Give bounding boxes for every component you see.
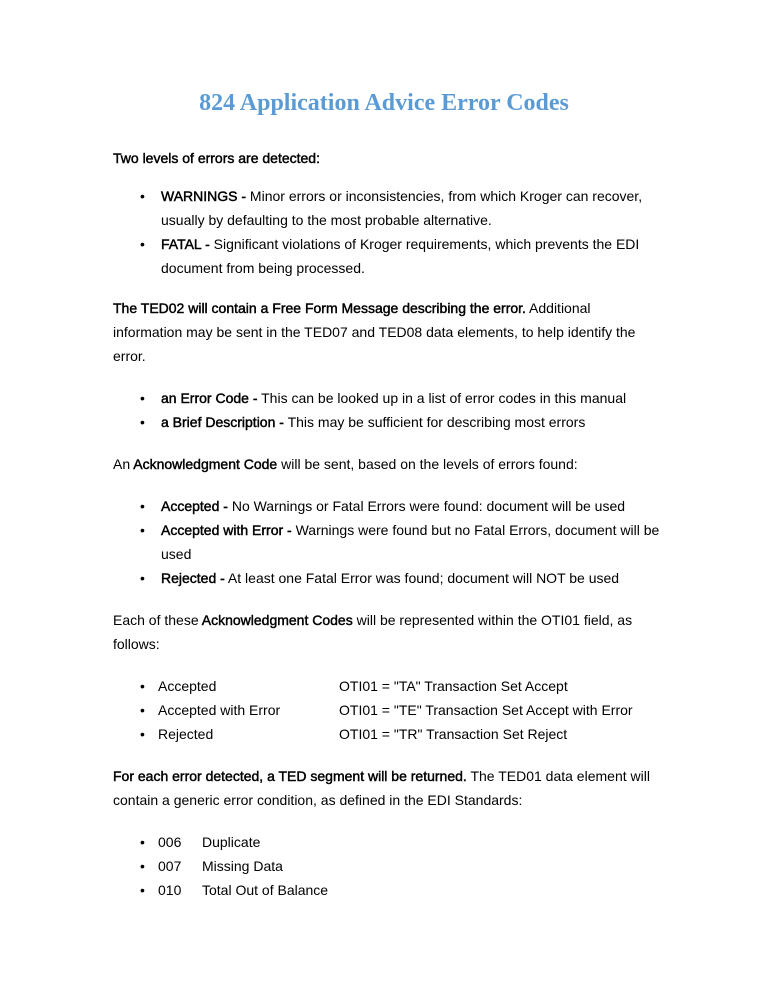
oti-post: will be represented within the OTI01 field, as follows: [113, 612, 633, 652]
ack-text: No Warnings or Fatal Errors were found: document will be used [227, 498, 626, 514]
ted-bold: For each error detected, a TED segment will be returned. [113, 768, 467, 784]
ted02-paragraph [113, 296, 658, 368]
level-text: Minor errors or inconsistencies, from which Kroger can recover, usually by defaulting to the most probable alternative. [161, 188, 643, 228]
bullet-icon: • [140, 834, 145, 850]
ted-text: The TED01 data element will contain a generic error condition, as defined in the EDI Standards: [113, 768, 650, 808]
oti-label: Accepted with Error [158, 702, 281, 718]
error-code: 006 [158, 834, 182, 850]
ted02-text: Additional information may be sent in the TED07 and TED08 data elements, to help identify the error. [113, 300, 636, 364]
bullet-icon: • [140, 236, 145, 252]
intro-paragraph [113, 146, 658, 170]
oti-paragraph [113, 608, 658, 656]
error-desc: Duplicate [202, 834, 261, 850]
oti-label: Accepted [158, 678, 217, 694]
ted02-bold: The TED02 will contain a Free Form Message describing the error. [113, 300, 526, 316]
bullet-icon: • [140, 678, 145, 694]
info-term: a Brief Description - [161, 414, 284, 430]
error-desc: Missing Data [202, 858, 283, 874]
ack-paragraph [113, 452, 658, 476]
bullet-icon: • [140, 414, 145, 430]
bullet-icon: • [140, 188, 145, 204]
error-code: 010 [158, 882, 182, 898]
ack-bold: Acknowledgment Code [133, 456, 278, 472]
bullet-icon: • [140, 702, 145, 718]
error-code: 007 [158, 858, 182, 874]
bullet-icon: • [140, 882, 145, 898]
intro-text: Two levels of errors are detected: [113, 150, 320, 166]
ack-text: Warnings were found but no Fatal Errors, document will be used [161, 522, 660, 562]
oti-value: OTI01 = "TA" Transaction Set Accept [339, 678, 568, 694]
bullet-icon: • [140, 570, 145, 586]
level-term: FATAL - [161, 236, 210, 252]
bullet-icon: • [140, 726, 145, 742]
ted-paragraph [113, 764, 658, 812]
ack-term: Accepted with Error - [161, 522, 292, 538]
error-desc: Total Out of Balance [202, 882, 329, 898]
oti-pre: Each of these [113, 612, 202, 628]
bullet-icon: • [140, 858, 145, 874]
oti-label: Rejected [158, 726, 214, 742]
level-text: Significant violations of Kroger requirements, which prevents the EDI document from being processed. [161, 236, 640, 276]
level-term: WARNINGS - [161, 188, 247, 204]
ack-text: At least one Fatal Error was found; document will NOT be used [224, 570, 620, 586]
ack-term: Accepted - [161, 498, 228, 514]
bullet-icon: • [140, 390, 145, 406]
oti-bold: Acknowledgment Codes [201, 612, 353, 628]
bullet-icon: • [140, 498, 145, 514]
info-term: an Error Code - [161, 390, 258, 406]
oti-value: OTI01 = "TR" Transaction Set Reject [339, 726, 568, 742]
page-title: 824 Application Advice Error Codes [199, 90, 569, 116]
oti-value: OTI01 = "TE" Transaction Set Accept with Error [339, 702, 633, 718]
ack-pre: An [113, 456, 134, 472]
bullet-icon: • [140, 522, 145, 538]
info-text: This may be sufficient for describing most errors [283, 414, 586, 430]
ack-post: will be sent, based on the levels of errors found: [277, 456, 578, 472]
info-text: This can be looked up in a list of error codes in this manual [257, 390, 627, 406]
ack-term: Rejected - [161, 570, 225, 586]
